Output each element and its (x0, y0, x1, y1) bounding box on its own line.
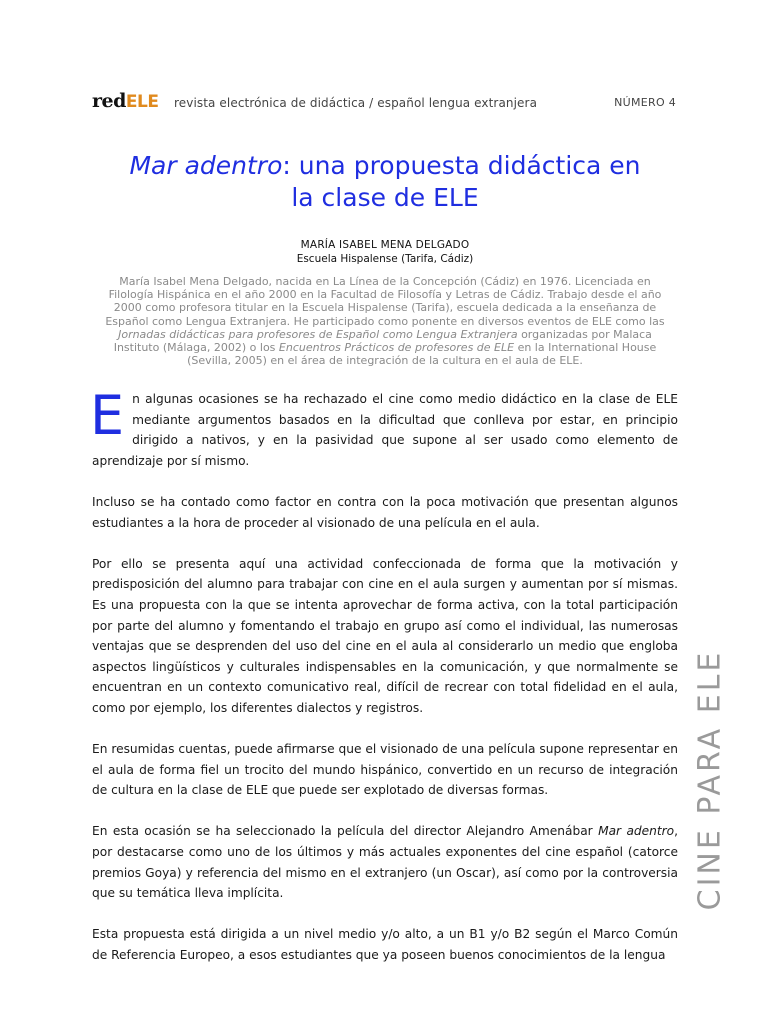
paragraph-2: Incluso se ha contado como factor en contra con la poca motivación que presentan algunos estudiantes a la hora de proceder al visionado de una película en el aula. (92, 494, 678, 530)
title-line1-rest: : una propuesta didáctica en (282, 151, 641, 180)
author-block (92, 238, 678, 266)
paragraph-1 (90, 384, 678, 471)
logo-red: red (92, 90, 126, 112)
author-name: MARÍA ISABEL MENA DELGADO (300, 239, 470, 251)
drop-cap: E (90, 384, 125, 447)
bio-text-3: en la International House (Sevilla, 2005) en el área de integración de la cultura en el aula de ELE. (187, 341, 657, 368)
journal-tagline: revista electrónica de didáctica / español lengua extranjera (174, 96, 538, 110)
paragraph-3: Por ello se presenta aquí una actividad confeccionada de forma que la motivación y predisposición del alumno para trabajar con cine en el aula surgen y aumentan por sí mismas. Es una propuesta con la que se intenta aprovechar de forma activa, con la total participación por parte del alumno y fomentando el trabajo en grupo así como el individual, las numerosas ventajas que se desprenden del uso del cine en el aula al considerarlo un medio que engloba aspectos lingüísticos y culturales indispensables en la comunicación, y que normalmente se encuentran en un contexto comunicativo real, difícil de recrear con total fidelidad en el aula, como por ejemplo, los diferentes dialectos y registros. (92, 556, 678, 715)
paragraph-5-text-a: En esta ocasión se ha seleccionado la película del director Alejandro Amenábar (92, 824, 599, 839)
bio-text-2: organizadas por Malaca Instituto (Málaga, 2002) o los (113, 327, 652, 355)
side-label-text: CINE PARA ELE (692, 649, 728, 911)
redele-logo (92, 90, 158, 112)
section-side-label (680, 610, 740, 950)
title-line2: la clase de ELE (291, 183, 479, 212)
paragraph-6: Esta propuesta está dirigida a un nivel medio y/o alto, a un B1 y/o B2 según el Marco Común de Referencia Europeo, a esos estudiantes que ya poseen buenos conocimientos de la lengua (92, 927, 678, 963)
bio-italic-1: Jornadas didácticas para profesores de Español como Lengua Extranjera (118, 327, 518, 341)
title-film-name: Mar adentro (129, 151, 283, 180)
author-affiliation: Escuela Hispalense (Tarifa, Cádiz) (296, 253, 474, 265)
paragraph-1-text: n algunas ocasiones se ha rechazado el cine como medio didáctico en la clase de ELE mediante argumentos basados en la dificultad que conlleva por estar, en principio dirigido a nativos, y en la pasividad que supone al ser usado como elemento de aprendizaje por sí mismo. (92, 392, 678, 468)
bio-italic-2: Encuentros Prácticos de profesores de ELE (278, 341, 515, 355)
article-body (90, 384, 678, 986)
journal-header (92, 88, 682, 116)
logo-ele: ELE (125, 92, 159, 112)
issue-number: NÚMERO 4 (614, 96, 676, 109)
article-title (92, 150, 678, 214)
paragraph-4: En resumidas cuentas, puede afirmarse que el visionado de una película supone representar en el aula de forma fiel un trocito del mundo hispánico, convertido en un recurso de integración de cultura en la clase de ELE que puede ser explotado de diversas formas. (92, 742, 678, 798)
bio-text-1: María Isabel Mena Delgado, nacida en La Línea de la Concepción (Cádiz) en 1976. Licenciada en Filología Hispánica en el año 2000 en la Facultad de Filosofía y Letras de Cádiz. Trabajo desde el año 2000 como profesora titular en la Escuela Hispalense (Tarifa), escuela dedicada a la enseñanza de Español como Lengua Extranjera. He participado como ponente en diversos eventos de ELE como las (105, 275, 665, 328)
author-bio (96, 275, 674, 367)
paragraph-5-text-b: , por destacarse como uno de los últimos y más actuales exponentes del cine español (catorce premios Goya) y referencia del mismo en el extranjero (un Oscar), así como por la controversia que su temática lleva implícita. (92, 824, 678, 901)
paragraph-5 (92, 821, 678, 903)
paragraph-5-film: Mar adentro (598, 824, 675, 839)
